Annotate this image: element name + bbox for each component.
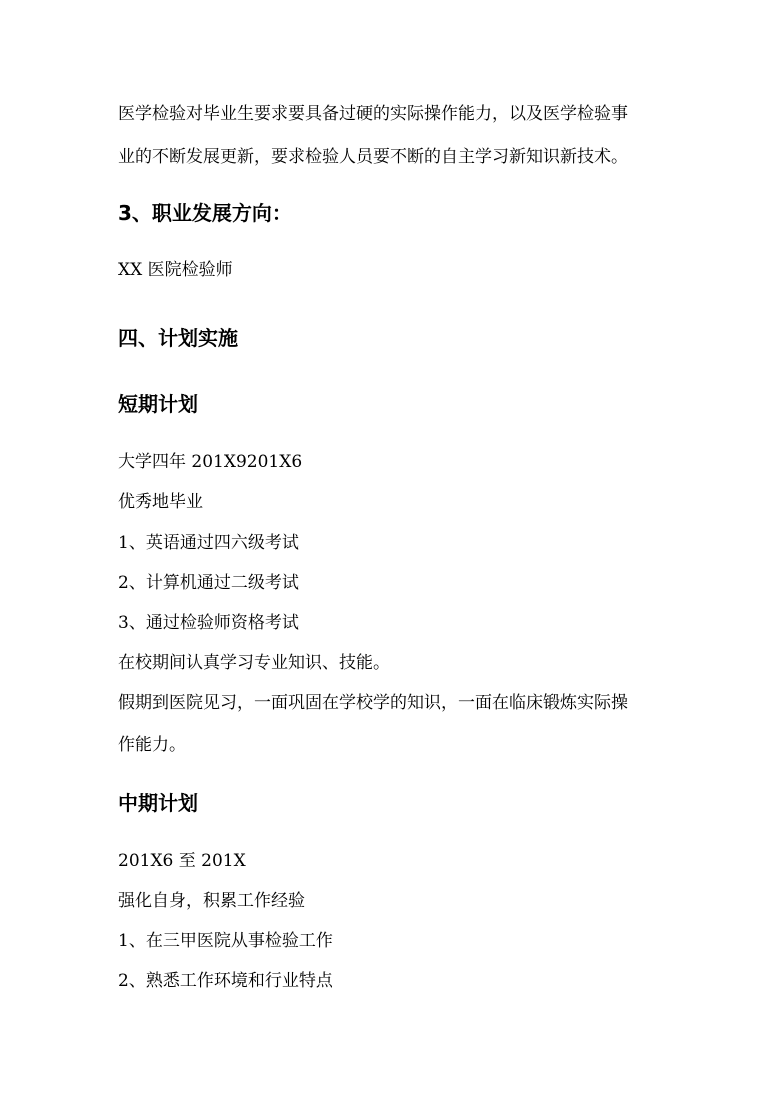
career-text: XX 医院检验师	[118, 260, 233, 280]
short-term-goal: 优秀地毕业	[118, 492, 203, 512]
mid-term-period: 201X6 至 201X	[118, 851, 246, 871]
mid-term-goal: 强化自身，积累工作经验	[118, 891, 305, 911]
heading-short-term-plan: 短期计划	[118, 392, 198, 416]
list-item: 1、在三甲医院从事检验工作	[118, 931, 333, 951]
heading-mid-term-plan: 中期计划	[118, 791, 198, 815]
paragraph-line: 医学检验对毕业生要求要具备过硬的实际操作能力，以及医学检验事	[118, 104, 628, 124]
list-item: 3、通过检验师资格考试	[118, 613, 299, 633]
short-term-period: 大学四年 201X9201X6	[118, 452, 303, 472]
heading-career-direction: 3、职业发展方向：	[118, 201, 292, 225]
heading-plan-implementation: 四、计划实施	[118, 326, 238, 350]
paragraph-line: 假期到医院见习，一面巩固在学校学的知识，一面在临床锻炼实际操	[118, 693, 628, 713]
list-item: 2、计算机通过二级考试	[118, 573, 299, 593]
paragraph-line: 业的不断发展更新，要求检验人员要不断的自主学习新知识新技术。	[118, 147, 628, 167]
paragraph-line: 作能力。	[118, 735, 186, 755]
paragraph-line: 在校期间认真学习专业知识、技能。	[118, 653, 390, 673]
list-item: 2、熟悉工作环境和行业特点	[118, 971, 333, 991]
list-item: 1、英语通过四六级考试	[118, 533, 299, 553]
